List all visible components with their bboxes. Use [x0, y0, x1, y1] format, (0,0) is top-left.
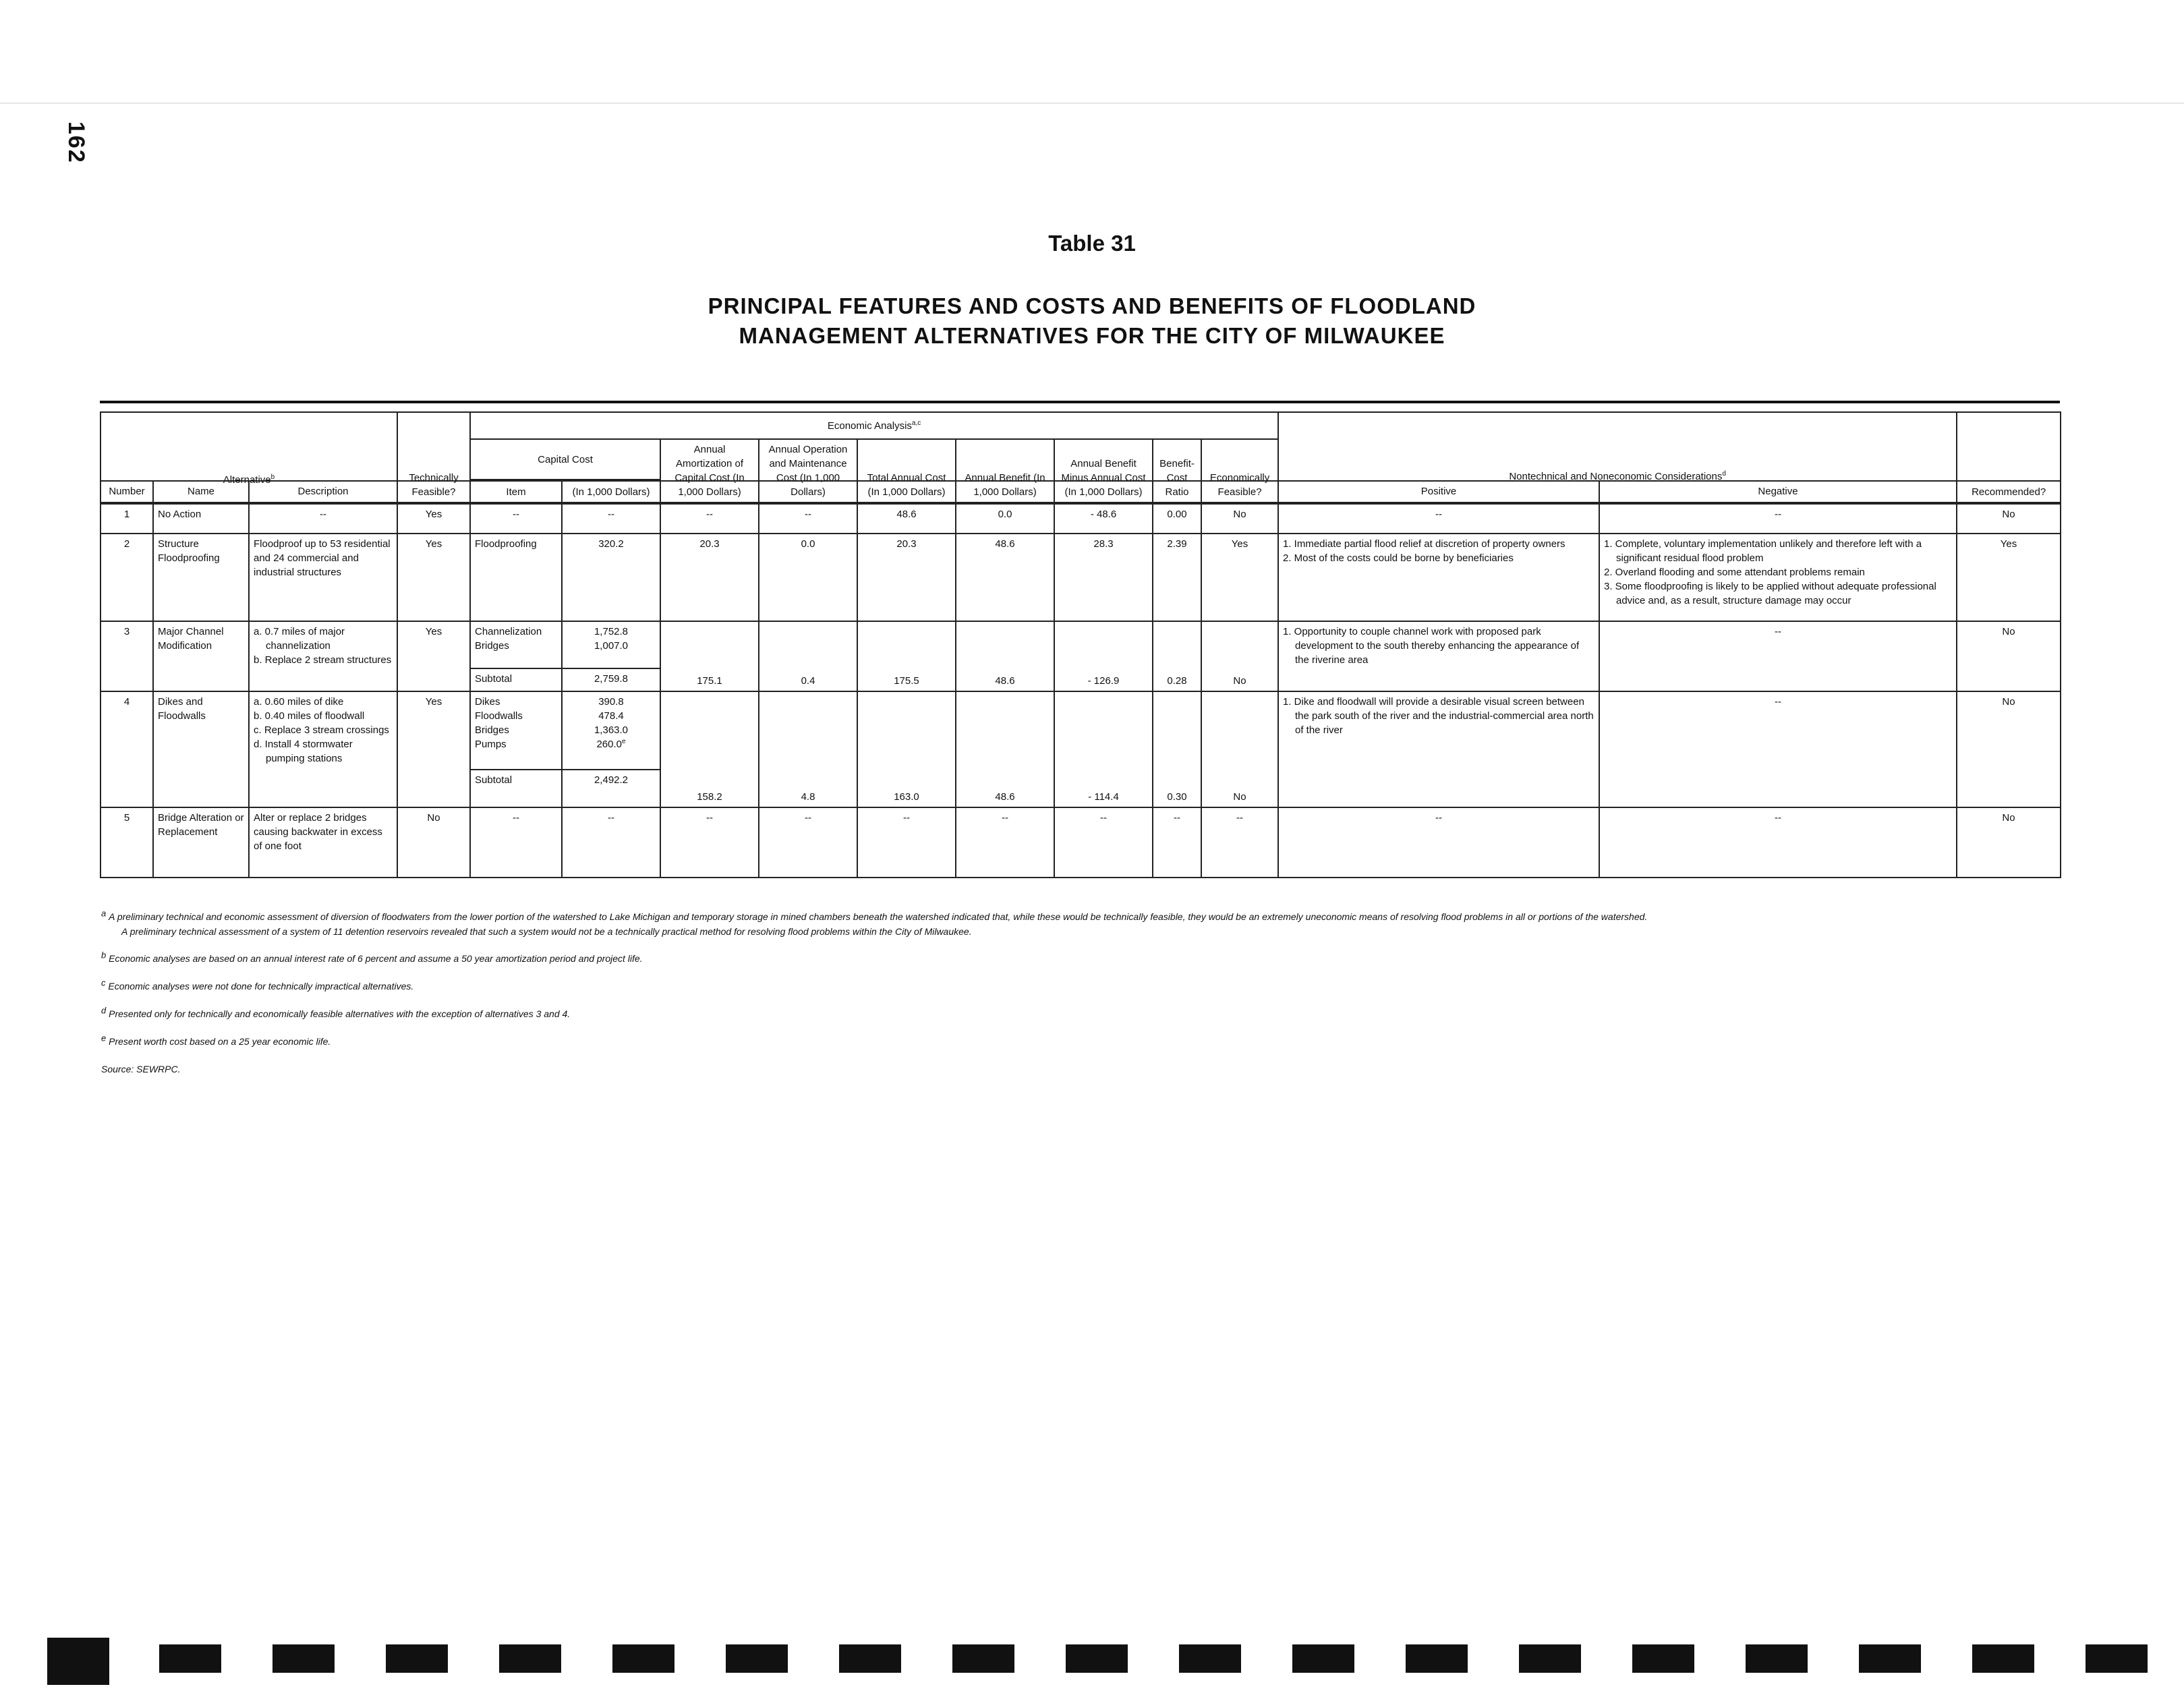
row-description: -- [249, 504, 397, 534]
footnote-c: $^c$ Economic analyses were not done for technically impractical alternatives. [101, 977, 414, 992]
row-om: 0.4 [759, 621, 857, 691]
row-total: 175.5 [857, 621, 956, 691]
row-negative [1599, 534, 1957, 621]
scan-top-edge [0, 103, 2184, 104]
row-recommended: No [1957, 807, 2061, 878]
negative-point: 3. Some floodproofing is likely to be applied without adequate professional advice and, as a result, structure damage may occur [1604, 581, 1936, 606]
row-benefit-minus-cost: 28.3 [1054, 534, 1153, 621]
table-label: Table 31 [1048, 231, 1136, 256]
row-benefit-minus-cost: - 126.9 [1054, 621, 1153, 691]
economically-feasible-header: Economically Feasible? [1201, 439, 1278, 503]
row-items [470, 691, 562, 770]
registration-mark [1066, 1644, 1128, 1673]
row-amortization: 20.3 [660, 534, 759, 621]
row-positive: -- [1278, 504, 1599, 534]
row-economically-feasible: Yes [1201, 534, 1278, 621]
row-item: -- [470, 504, 562, 534]
registration-mark [1519, 1644, 1581, 1673]
row-capital: 320.2 [562, 534, 660, 621]
nontechnical-header: Nontechnical and Noneconomic Considerations$^d$ [1278, 412, 1957, 503]
row-name: Dikes and Floodwalls [153, 691, 249, 807]
positive-point: 1. Opportunity to couple channel work with proposed park development to the south thereby enhancing the appearance of the riverine area [1283, 626, 1580, 666]
row-economically-feasible: No [1201, 504, 1278, 534]
subtotal-value: 2,759.8 [562, 668, 660, 691]
footnotes [101, 909, 2057, 1089]
row-benefit: 48.6 [956, 534, 1054, 621]
row-number: 4 [100, 691, 153, 807]
capital-value: 478.4 [598, 710, 624, 722]
annual-benefit-header: Annual Benefit (In 1,000 Dollars) [956, 439, 1054, 503]
amortization-header: Annual Amortization of Capital Cost (In 1,000 Dollars) [660, 439, 759, 503]
om-cost-header: Annual Operation and Maintenance Cost (In 1,000 Dollars) [759, 439, 857, 503]
registration-mark [1292, 1644, 1354, 1673]
table-row [100, 534, 2061, 621]
row-amortization: 175.1 [660, 621, 759, 691]
alternatives-table-body [100, 480, 2061, 878]
registration-mark [159, 1644, 221, 1673]
capital-item: Pumps [475, 739, 507, 750]
row-benefit: 48.6 [956, 621, 1054, 691]
row-ratio: -- [1153, 807, 1201, 878]
row-om: 4.8 [759, 691, 857, 807]
capital-value: 1,007.0 [594, 640, 629, 652]
positive-header: Positive [1278, 481, 1599, 504]
negative-header: Negative [1599, 481, 1957, 504]
row-number: 3 [100, 621, 153, 691]
row-description: Floodproof up to 53 residential and 24 commercial and industrial structures [249, 534, 397, 621]
footnote-e: $^e$ Present worth cost based on a 25 year economic life. [101, 1033, 331, 1047]
total-annual-cost-header: Total Annual Cost (In 1,000 Dollars) [857, 439, 956, 503]
registration-mark [1859, 1644, 1921, 1673]
footnote-a: $^a$ A preliminary technical and economic assessment of diversion of floodwaters from the lower portion of the watershed to Lake Michigan and temporary storage in mined chambers beneath the watershed indicated that, while these would be technically feasible, they would be an extremely uneconomic means of resolving flood problems in all or portions of the watershed. A preliminary technical assessment of a system of 11 detention reservoirs revealed that such a system would not be a technically practical method for resolving flood problems within the City of Milwaukee. [101, 909, 2057, 939]
negative-point: 1. Complete, voluntary implementation unlikely and therefore left with a significant residual flood problem [1604, 538, 1922, 564]
row-positive [1278, 621, 1599, 691]
row-recommended: No [1957, 504, 2061, 534]
row-item: -- [470, 807, 562, 878]
economic-analysis-header: Economic Analysis$^{a,c}$ [470, 412, 1278, 439]
row-description [249, 621, 397, 691]
subtotal-label: Subtotal [470, 668, 562, 691]
row-number: 1 [100, 504, 153, 534]
row-amortization: -- [660, 504, 759, 534]
capital-cost-header: Capital Cost [470, 439, 660, 480]
capital-item: Floodwalls [475, 710, 523, 722]
registration-mark [1406, 1644, 1468, 1673]
subtotal-value: 2,492.2 [562, 770, 660, 807]
row-name: Major Channel Modification [153, 621, 249, 691]
capital-dollars-header: (In 1,000 Dollars) [562, 480, 660, 503]
row-recommended: Yes [1957, 534, 2061, 621]
positive-point: 1. Immediate partial flood relief at discretion of property owners [1283, 538, 1565, 550]
registration-mark [1179, 1644, 1241, 1673]
positive-point: 1. Dike and floodwall will provide a desirable visual screen between the park south of the river and the industrial-commercial area north of the river [1283, 696, 1594, 736]
subheader-row [100, 481, 2061, 504]
positive-point: 2. Most of the costs could be borne by beneficiaries [1283, 552, 1514, 564]
table-title [0, 291, 2184, 351]
row-amortization: -- [660, 807, 759, 878]
name-header: Name [153, 481, 249, 504]
row-technically-feasible: Yes [397, 534, 470, 621]
row-capital: -- [562, 504, 660, 534]
description-header: Description [249, 481, 397, 504]
capital-item: Dikes [475, 696, 500, 708]
capital-value: 390.8 [598, 696, 624, 708]
capital-item: Bridges [475, 640, 509, 652]
row-name: Bridge Alteration or Replacement [153, 807, 249, 878]
row-capitals [562, 691, 660, 770]
heavy-rule [100, 401, 2060, 403]
description-point: d. Install 4 stormwater pumping stations [254, 739, 353, 764]
title-line-1: PRINCIPAL FEATURES AND COSTS AND BENEFITS OF FLOODLAND [708, 293, 1476, 318]
capital-item: Channelization [475, 626, 542, 637]
row-item: Floodproofing [470, 534, 562, 621]
registration-mark [726, 1644, 788, 1673]
row-total: 20.3 [857, 534, 956, 621]
description-point: b. Replace 2 stream structures [254, 654, 392, 666]
row-amortization: 158.2 [660, 691, 759, 807]
description-point: a. 0.60 miles of dike [254, 696, 344, 708]
registration-mark [2086, 1644, 2148, 1673]
technically-feasible-header: Technically Feasible? [397, 412, 470, 503]
item-header: Item [470, 480, 562, 503]
row-benefit: 48.6 [956, 691, 1054, 807]
row-negative: -- [1599, 504, 1957, 534]
row-items [470, 621, 562, 668]
table-row [100, 691, 2061, 770]
footnote-d: $^d$ Presented only for technically and economically feasible alternatives with the exception of alternatives 3 and 4. [101, 1005, 571, 1019]
row-recommended: No [1957, 691, 2061, 807]
row-total: 163.0 [857, 691, 956, 807]
footnote-a-line-2: A preliminary technical assessment of a system of 11 detention reservoirs revealed that such a system would not be a technically practical method for resolving flood problems within the City of Milwaukee. [121, 926, 972, 937]
row-name: Structure Floodproofing [153, 534, 249, 621]
registration-mark [1972, 1644, 2034, 1673]
row-positive [1278, 534, 1599, 621]
row-economically-feasible: No [1201, 691, 1278, 807]
row-description: Alter or replace 2 bridges causing backwater in excess of one foot [249, 807, 397, 878]
capital-item: Bridges [475, 724, 509, 736]
registration-mark [386, 1644, 448, 1673]
row-benefit-minus-cost: - 114.4 [1054, 691, 1153, 807]
registration-mark [1746, 1644, 1808, 1673]
capital-value: 1,363.0 [594, 724, 629, 736]
description-point: c. Replace 3 stream crossings [254, 724, 389, 736]
row-total: -- [857, 807, 956, 878]
negative-point: 2. Overland flooding and some attendant problems remain [1604, 567, 1865, 578]
row-technically-feasible: Yes [397, 691, 470, 807]
row-om: -- [759, 807, 857, 878]
row-negative: -- [1599, 807, 1957, 878]
row-recommended: No [1957, 621, 2061, 691]
row-ratio: 2.39 [1153, 534, 1201, 621]
registration-mark [499, 1644, 561, 1673]
description-point: b. 0.40 miles of floodwall [254, 710, 365, 722]
registration-mark [612, 1644, 674, 1673]
row-number: 2 [100, 534, 153, 621]
row-description [249, 691, 397, 807]
row-capitals [562, 621, 660, 668]
table-row [100, 807, 2061, 878]
number-header: Number [100, 481, 153, 504]
row-number: 5 [100, 807, 153, 878]
row-om: -- [759, 504, 857, 534]
registration-mark [952, 1644, 1014, 1673]
capital-value: 1,752.8 [594, 626, 629, 637]
scan-registration-marks [0, 1632, 2184, 1693]
row-name: No Action [153, 504, 249, 534]
row-capital: -- [562, 807, 660, 878]
row-negative: -- [1599, 691, 1957, 807]
row-benefit-minus-cost: - 48.6 [1054, 504, 1153, 534]
row-technically-feasible: Yes [397, 504, 470, 534]
row-technically-feasible: No [397, 807, 470, 878]
row-ratio: 0.28 [1153, 621, 1201, 691]
table-row [100, 504, 2061, 534]
source-note: Source: SEWRPC. [101, 1064, 181, 1074]
benefit-minus-cost-header: Annual Benefit Minus Annual Cost (In 1,000 Dollars) [1054, 439, 1153, 503]
row-technically-feasible: Yes [397, 621, 470, 691]
row-total: 48.6 [857, 504, 956, 534]
footnote-b: $^b$ Economic analyses are based on an annual interest rate of 6 percent and assume a 50 year amortization period and project life. [101, 950, 643, 964]
row-benefit: 0.0 [956, 504, 1054, 534]
row-ratio: 0.30 [1153, 691, 1201, 807]
row-negative: -- [1599, 621, 1957, 691]
recommended-header: Recommended? [1957, 412, 2061, 503]
row-benefit-minus-cost: -- [1054, 807, 1153, 878]
row-benefit: -- [956, 807, 1054, 878]
table-row [100, 621, 2061, 668]
page-number: 162 [63, 121, 89, 164]
row-positive [1278, 691, 1599, 807]
benefit-cost-ratio-header: Benefit-Cost Ratio [1153, 439, 1201, 503]
row-positive: -- [1278, 807, 1599, 878]
alternative-header: Alternative$^b$ [100, 412, 397, 503]
capital-value-pumps: 260.0e [596, 738, 626, 750]
row-ratio: 0.00 [1153, 504, 1201, 534]
subtotal-label: Subtotal [470, 770, 562, 807]
registration-mark [839, 1644, 901, 1673]
title-line-2: MANAGEMENT ALTERNATIVES FOR THE CITY OF MILWAUKEE [739, 323, 1445, 348]
row-economically-feasible: No [1201, 621, 1278, 691]
row-om: 0.0 [759, 534, 857, 621]
row-economically-feasible: -- [1201, 807, 1278, 878]
registration-mark [1632, 1644, 1694, 1673]
registration-mark [47, 1638, 109, 1685]
registration-mark [272, 1644, 335, 1673]
description-point: a. 0.7 miles of major channelization [254, 626, 345, 652]
